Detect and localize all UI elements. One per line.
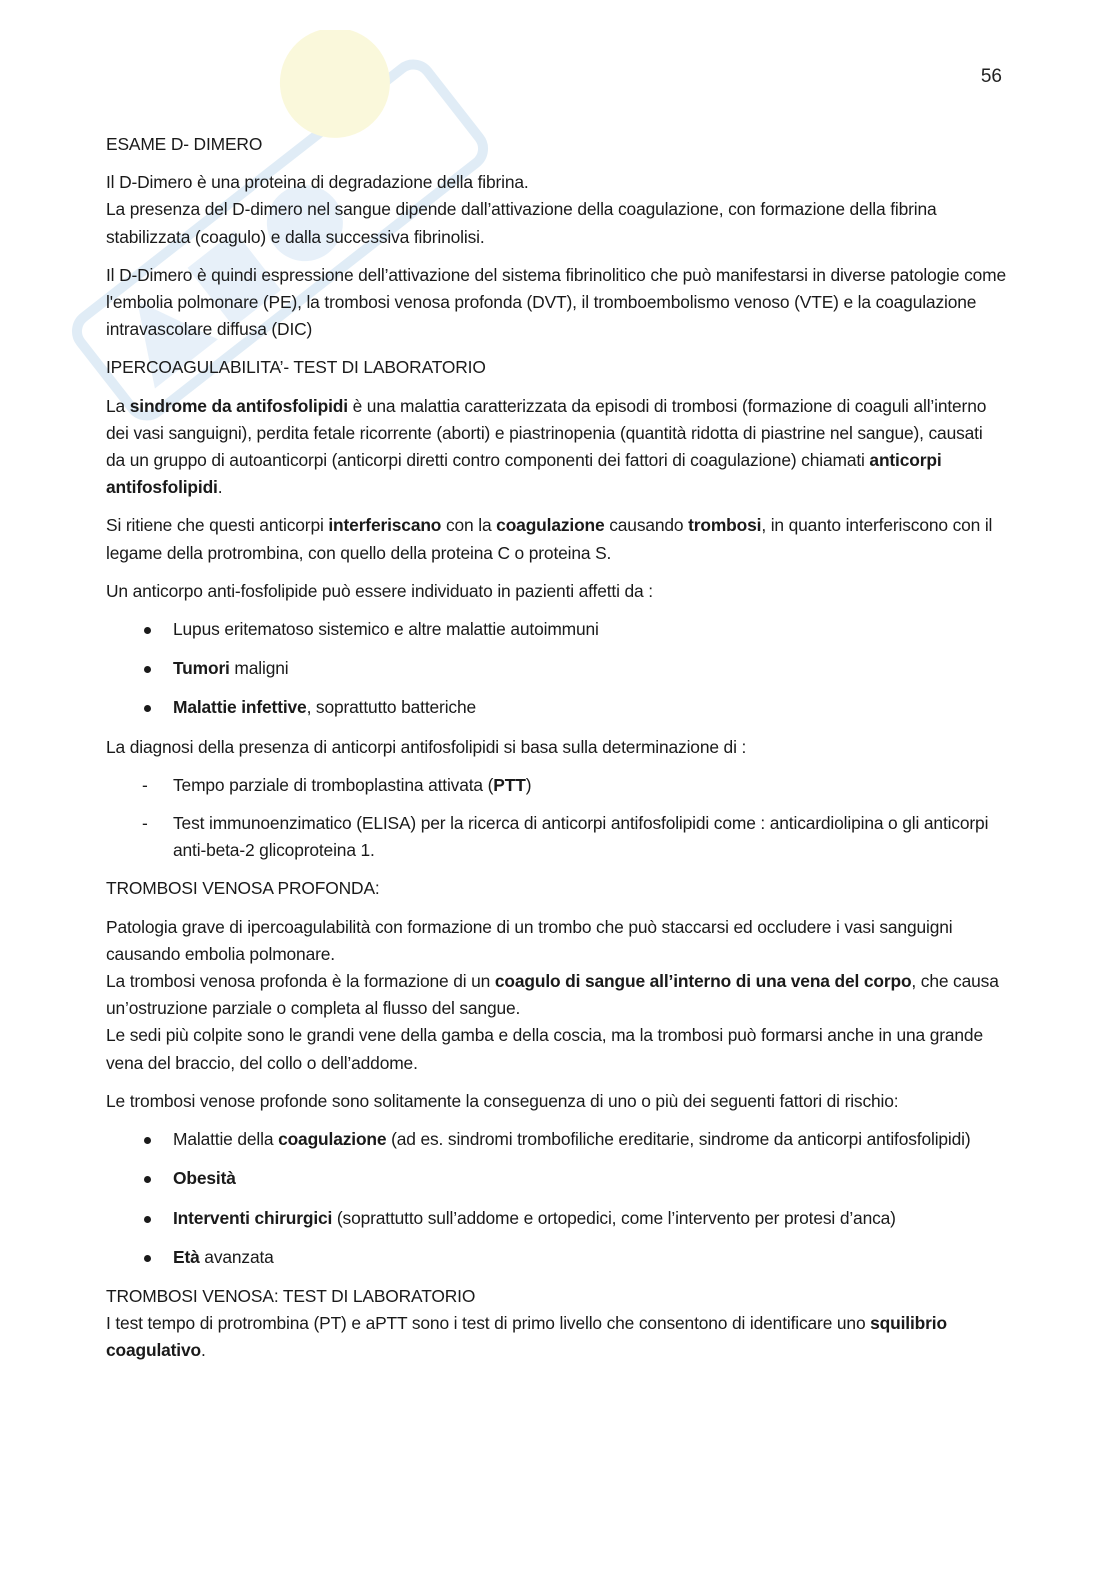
bold-text: anticorpi antifosfolipidi <box>106 450 942 498</box>
bullet-list <box>106 1126 1006 1271</box>
bold-text: coagulazione <box>278 1129 387 1150</box>
text: , in quanto interferiscono con il legame della protrombina, con quello della proteina C o proteina S. <box>106 515 993 563</box>
text: La presenza del D-dimero nel sangue dipende dall’attivazione della coagulazione, con formazione della fibrina stabilizzata (coagulo) e dalla successiva fibrinolisi. <box>106 199 937 247</box>
text: La trombosi venosa profonda è la formazione di un <box>106 971 495 992</box>
bold-text: coagulo di sangue all’interno di una vena del corpo <box>494 971 912 992</box>
paragraph: Le trombosi venose profonde sono solitamente la conseguenza di uno o più dei seguenti fattori di rischio: <box>106 1090 899 1111</box>
text: avanzata <box>199 1246 274 1267</box>
text: (soprattutto sull’addome e ortopedici, come l’intervento per protesi d’anca) <box>332 1207 896 1228</box>
bold-text: Età <box>173 1246 200 1267</box>
list-item <box>106 616 1006 643</box>
text: ) <box>525 774 532 795</box>
section-heading-d-dimero: ESAME D- DIMERO <box>106 134 263 154</box>
bold-text: trombosi <box>688 515 762 536</box>
section-heading-trombosi-venosa-profonda: TROMBOSI VENOSA PROFONDA: <box>106 878 380 899</box>
text: (ad es. sindromi trombofiliche ereditarie, sindrome da anticorpi antifosfolipidi) <box>386 1129 971 1150</box>
text: . <box>200 1340 206 1361</box>
list-item <box>106 772 1006 799</box>
text: Il D-Dimero è una proteina di degradazione della fibrina. <box>106 172 529 193</box>
text: con la <box>441 515 497 536</box>
text: , che causa un’ostruzione parziale o completa al flusso del sangue. <box>106 971 999 1019</box>
dash-list <box>106 772 1006 865</box>
text: . <box>217 477 223 498</box>
bullet-list <box>106 616 1006 722</box>
list-item <box>106 655 1006 682</box>
text: Test immunoenzimatico (ELISA) per la ricerca di anticorpi antifosfolipidi come : anticardiolipina o gli anticorpi anti-beta-2 glicoproteina 1. <box>173 813 989 861</box>
list-item <box>106 1205 1006 1232</box>
document-body <box>106 131 1006 1376</box>
text: Malattie della <box>173 1129 279 1150</box>
text: Le sedi più colpite sono le grandi vene della gamba e della coscia, ma la trombosi può formarsi anche in una grande vena del braccio, del collo o dell’addome. <box>106 1025 983 1073</box>
text: Lupus eritematoso sistemico e altre malattie autoimmuni <box>173 619 599 640</box>
bold-text: interferiscano <box>328 515 442 536</box>
paragraph: Un anticorpo anti-fosfolipide può essere individuato in pazienti affetti da : <box>106 580 653 601</box>
list-item <box>106 694 1006 721</box>
bold-text: Obesità <box>173 1168 236 1189</box>
text: La <box>106 395 130 416</box>
bold-text: coagulazione <box>496 515 605 536</box>
bold-text: sindrome da antifosfolipidi <box>129 395 348 416</box>
paragraph: Il D-Dimero è quindi espressione dell’attivazione del sistema fibrinolitico che può manifestarsi in diverse patologie come l'embolia polmonare (PE), la trombosi venosa profonda (DVT), il tromboembolismo venoso (VTE) e la coagulazione intravascolare diffusa (DIC) <box>106 264 1006 340</box>
text: maligni <box>229 658 289 679</box>
section-heading-ipercoagulabilita: IPERCOAGULABILITA’- TEST DI LABORATORIO <box>106 357 486 378</box>
text: I test tempo di protrombina (PT) e aPTT sono i test di primo livello che consentono di identificare uno <box>106 1313 871 1334</box>
bold-text: Malattie infettive <box>173 697 307 718</box>
paragraph <box>106 1310 1006 1364</box>
list-item <box>106 1165 1006 1192</box>
paragraph: La diagnosi della presenza di anticorpi antifosfolipidi si basa sulla determinazione di : <box>106 736 747 757</box>
paragraph <box>106 169 1006 251</box>
text: Tempo parziale di tromboplastina attivata ( <box>173 774 494 795</box>
text: , soprattutto batteriche <box>306 697 477 718</box>
list-item <box>106 1126 1006 1153</box>
paragraph <box>106 393 1006 502</box>
text: Patologia grave di ipercoagulabilità con formazione di un trombo che può staccarsi ed occludere i vasi sanguigni causando embolia polmonare. <box>106 916 953 964</box>
paragraph <box>106 512 1006 566</box>
text: Si ritiene che questi anticorpi <box>106 515 329 536</box>
list-item <box>106 810 1006 864</box>
page-number: 56 <box>980 66 1002 87</box>
paragraph <box>106 914 1006 1077</box>
text: è una malattia caratterizzata da episodi di trombosi (formazione di coaguli all’interno dei vasi sanguigni), perdita fetale ricorrente (aborti) e piastrinopenia (quantità ridotta di piastrine nel sangue), causati da un gruppo di autoanticorpi (anticorpi diretti contro componenti dei fattori di coagulazione) chiamati <box>106 395 987 471</box>
list-item <box>106 1244 1006 1271</box>
bold-text: Tumori <box>173 658 230 679</box>
bold-text: PTT <box>493 774 526 795</box>
bold-text: Interventi chirurgici <box>173 1207 333 1228</box>
section-heading-trombosi-venosa-test: TROMBOSI VENOSA: TEST DI LABORATORIO <box>106 1285 476 1306</box>
bold-text: squilibrio coagulativo <box>106 1313 947 1361</box>
text: causando <box>604 515 689 536</box>
